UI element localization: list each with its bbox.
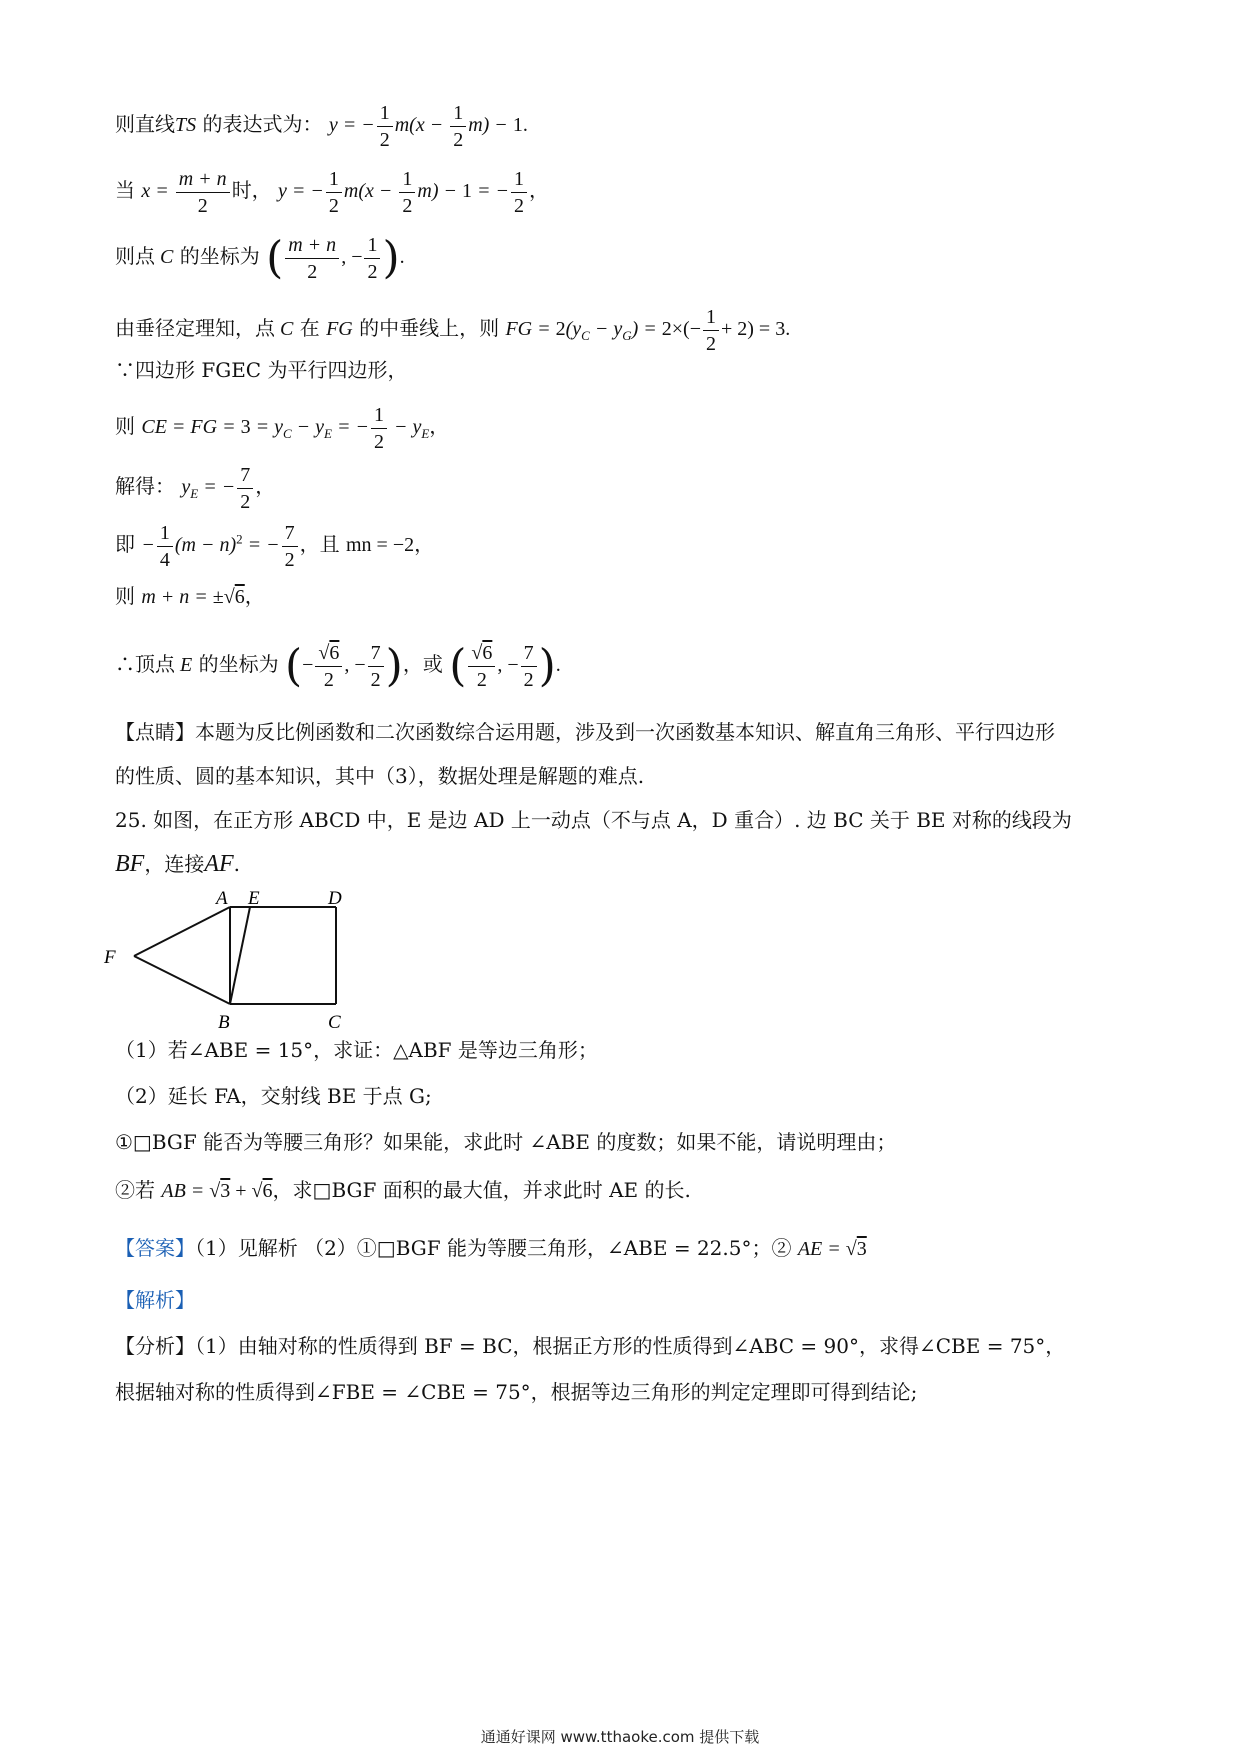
text-segment: 在 <box>293 316 327 341</box>
text-segment: 的坐标为 <box>173 244 260 269</box>
formula-m-plus-n: m + n = ±√6， <box>141 586 265 608</box>
math-bf: BF <box>115 851 145 877</box>
line-ts-expression <box>115 100 528 153</box>
text-segment: ∴顶点 <box>115 652 175 677</box>
formula-fg: FG = $2(y_C - y_G) = 2\times(-$ $\frac{1}{2}$ + 2) = 3. <box>505 306 791 355</box>
formula-mn-product: mn = −2， <box>345 534 435 557</box>
formula-ae: AE = √3 <box>797 1238 867 1260</box>
formula-mn-square: − $\frac{1}{4}$ $(m - n)^2$ = − $\frac{7}{2}$ <box>141 534 299 556</box>
line-vertex-e: ∴顶点 E 的坐标为 (− $\frac{√6}{2}$ , − $\frac{7}{2}$ )，或 ( $\frac{√6}{2}$ , − $\frac{7}{2}$ ). <box>115 640 561 692</box>
text-segment: ，且 <box>299 532 340 557</box>
formula-ye: $y_E$ = − $\frac{7}{2}$ ， <box>181 464 276 513</box>
text-segment: 的表达式为： <box>196 112 323 137</box>
fenxi-line-2: 根据轴对称的性质得到∠FBE = ∠CBE = 75°，根据等边三角形的判定定理即可得到结论; <box>115 1380 918 1404</box>
text-segment: 则 <box>115 414 135 439</box>
square-figure <box>98 880 358 1050</box>
text-segment: 则 <box>115 584 135 608</box>
question-25-stem: 25. 如图，在正方形 ABCD 中，E 是边 AD 上一动点（不与点 A，D 重合）. 边 BC 关于 BE 对称的线段为 <box>115 808 1072 832</box>
text-segment: ，连接 <box>144 852 205 876</box>
line-when-x <box>115 166 549 219</box>
formula-ce: CE = FG = $3 = y_C - y_E$ = − $\frac{1}{2}$ − $y_E$， <box>141 404 450 453</box>
segment-be <box>230 907 250 1004</box>
line-dianjing-1 <box>115 718 1055 746</box>
fenxi-tag: 【分析】 <box>115 1334 195 1358</box>
answer-line <box>115 1234 867 1263</box>
line-dianjing-2: 的性质、圆的基本知识，其中（3），数据处理是解题的难点. <box>115 764 645 788</box>
fenxi-line-1 <box>115 1332 1065 1360</box>
text-segment: 的中垂线上，则 <box>352 316 506 341</box>
label-c: C <box>328 1012 341 1033</box>
line-ce-fg <box>115 402 449 455</box>
dianjing-text: 本题为反比例函数和二次函数综合运用题，涉及到一次函数基本知识、解直角三角形、平行四边形 <box>195 720 1055 744</box>
line-perpendicular: 由垂径定理知，点 C 在 FG 的中垂线上，则 FG = $2(y_C - y_G) = 2\times(-$ $\frac{1}{2}$ + 2) = 3. <box>115 306 791 355</box>
footer-credit: 通通好课网 www.tthaoke.com 提供下载 <box>480 1728 760 1746</box>
sub-question-1: （1）若∠ABE = 15°，求证：△ABF 是等边三角形； <box>115 1038 598 1062</box>
formula-e-coord-1: (− $\frac{√6}{2}$ , − $\frac{7}{2}$ ) <box>284 640 403 692</box>
math-af: AF <box>204 851 234 877</box>
line-point-c: 则点 C 的坐标为 ( $\frac{m + n}{2}$ , − $\frac{1}{2}$ ). <box>115 232 405 284</box>
fenxi-text: （1）由轴对称的性质得到 BF = BC，根据正方形的性质得到∠ABC = 90°，求得∠CBE = 75°， <box>195 1334 1066 1358</box>
analysis-tag: 【解析】 <box>115 1288 195 1312</box>
text-segment: 当 <box>115 178 135 203</box>
formula-y: y = − $\frac{1}{2}$ m(x − $\frac{1}{2}$ m) − 1 = − $\frac{1}{2}$ ， <box>278 168 550 217</box>
segment-fb <box>134 956 230 1004</box>
text-segment: 由垂径定理知，点 <box>115 316 275 341</box>
text-segment: 即 <box>115 532 135 557</box>
formula-ts: y = − $\frac{1}{2}$ m(x − $\frac{1}{2}$ m) − 1. <box>328 102 528 151</box>
answer-tag: 【答案】 <box>115 1236 195 1260</box>
label-d: D <box>328 888 342 909</box>
text-segment: 的坐标为 <box>192 652 279 677</box>
label-b: B <box>218 1012 230 1033</box>
line-parallelogram: ∵四边形 FGEC 为平行四边形， <box>115 358 408 382</box>
question-25-stem-2: BF，连接AF. <box>115 851 241 877</box>
line-mn <box>115 520 434 573</box>
line-solve-ye <box>115 462 275 515</box>
label-e: E <box>248 888 260 909</box>
segment-fa <box>134 907 230 956</box>
text-segment: 解得： <box>115 474 175 499</box>
text-segment: ②若 <box>115 1178 155 1202</box>
text-segment: ，或 <box>402 652 443 677</box>
answer-text: （1）见解析 （2）①□BGF 能为等腰三角形，∠ABE = 22.5°；② <box>195 1236 792 1260</box>
formula-ab: AB = √3 + √6 <box>161 1180 273 1202</box>
line-m-plus-n <box>115 582 265 611</box>
sub-question-2-1: ①□BGF 能否为等腰三角形？如果能，求此时 ∠ABE 的度数；如果不能，请说明理由； <box>115 1130 897 1154</box>
math-ts: TS <box>175 114 197 137</box>
text-segment: 时， <box>231 178 272 203</box>
dianjing-tag: 【点睛】 <box>115 720 195 744</box>
label-f: F <box>104 947 116 968</box>
sub-question-2-2 <box>115 1176 691 1205</box>
formula-c-coord: ( $\frac{m + n}{2}$ , − $\frac{1}{2}$ ). <box>266 232 405 284</box>
formula-e-coord-2: ( $\frac{√6}{2}$ , − $\frac{7}{2}$ ). <box>449 640 561 692</box>
formula-x: x = $\frac{m + n}{2}$ <box>141 180 231 202</box>
label-a: A <box>216 888 228 909</box>
text-segment: 则直线 <box>115 112 175 137</box>
text-segment: ，求□BGF 面积的最大值，并求此时 AE 的长. <box>272 1178 691 1202</box>
text-segment: 则点 <box>115 244 155 269</box>
sub-question-2: （2）延长 FA，交射线 BE 于点 G; <box>115 1084 432 1108</box>
math-fg: FG <box>326 318 353 341</box>
